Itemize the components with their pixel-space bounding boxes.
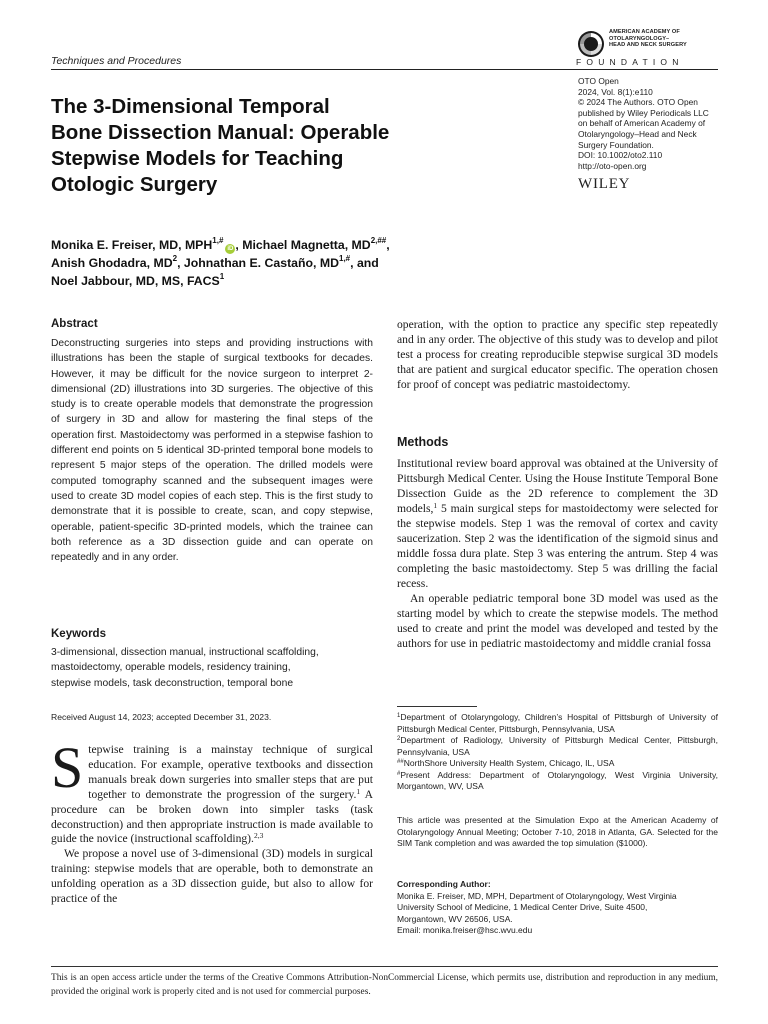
author-ghodadra: Anish Ghodadra, MD: [51, 256, 173, 270]
methods-heading: Methods: [397, 435, 449, 449]
author-list: Monika E. Freiser, MD, $MPH^{1,\#}iD$ , Michael Magnetta, $MD^{2,\#\#}$, Anish Ghodadra, $MD^2$, Johnathan E. Castaño, $MD^{1,\#}$, and Noel Jabbour, MD, MS, FACS$^1$: [51, 236, 390, 288]
corresponding-author: Corresponding Author: Monika E. Freiser, MD, MPH, Department of Otolaryngology, West Virginia University School of Medicine, 1 Medical Center Drive, Suite 4500, Morgantown, WV 26506, USA. Email: monika.freiser@hsc.wvu.edu: [397, 879, 718, 937]
doi-link[interactable]: DOI: 10.1002/oto2.110: [578, 150, 663, 161]
logo-foundation: FOUNDATION: [576, 57, 684, 67]
author-freiser: Monika E. Freiser, MD, MPH: [51, 238, 213, 252]
section-label: Techniques and Procedures: [51, 55, 182, 67]
logo-text: AMERICAN ACADEMY OF OTOLARYNGOLOGY– HEAD AND NECK SURGERY: [609, 29, 687, 49]
keywords-list: 3-dimensional, dissection manual, instructional scaffolding, mastoidectomy, operable models, residency training, stepwise models, task deconstruction, temporal bone: [51, 647, 319, 689]
citation-ref[interactable]: 1: [356, 786, 361, 796]
footnote-rule: [397, 706, 477, 707]
orcid-icon[interactable]: iD: [227, 246, 234, 252]
journal-info: OTO Open 2024, Vol. 8(1):e110 © 2024 The Authors. OTO Open published by Wiley Periodicals LLC on behalf of American Academy of Otolaryngology–Head and Neck Surgery Foundation. DOI: 10.1002/oto2.110 http://oto-open.org: [578, 76, 718, 171]
citation-ref[interactable]: 2,3: [253, 831, 264, 841]
license-text: This is an open access article under the terms of the Creative Commons Attribution-NonCommercial License, which permits use, distribution and reproduction in any medium, provided the original work is properly cited and is not used for commercial purposes.: [51, 973, 718, 997]
author-email-link[interactable]: Email: monika.freiser@hsc.wvu.edu: [397, 925, 533, 935]
wiley-logo: WILEY: [578, 176, 631, 192]
journal-copyright: © 2024 The Authors. OTO Open: [578, 97, 698, 108]
keywords-heading: Keywords: [51, 628, 106, 640]
author-jabbour: Noel Jabbour, MD, MS, FACS: [51, 274, 220, 288]
presentation-note: This article was presented at the Simulation Expo at the American Academy of Otolaryngology Annual Meeting; October 7-10, 2018 in Atlanta, GA. Selected for the SIM Tank completion and was awarded the top simulation ($1000).: [397, 815, 718, 848]
drop-cap: S: [51, 735, 84, 800]
intro-paragraph-2: We propose a novel use of 3-dimensional (3D) models in surgical training: stepwise models that are operable, both to demonstrate an unfolding operation as a 3D dissection guide, but also to allow for practice of the: [51, 847, 373, 906]
publisher-logo: [576, 27, 718, 69]
journal-volume: 2024, Vol. 8(1):e110: [578, 86, 653, 97]
abstract-text: Deconstructing surgeries into steps and providing instructions with illustrations has been the staple of surgical textbooks for decades. However, it may be difficult for the novice surgeon to interpret 2-dimensional (2D) illustrations into 3D surgeries. The objective of this study is to create operable models that demonstrate the progression of surgery in 3D and allow for mastering the final steps of the operation first. Mastoidectomy was performed in a stepwise fashion to different end points on 5 identical 3D-printed temporal bone models to represent 5 major steps of the operation. The drilled models were computed tomography scanned and the subsequent images were used to create 3D model copies of each step. This is the first study to demonstrate that it is possible to create, scan, and copy stepwise, operable, patient-specific 3D-printed models, which the trainee can both reference as a 3D dissection guide and can operate on repeatedly and in any order.: [51, 338, 373, 564]
journal-name: OTO Open: [578, 76, 619, 86]
aao-hns-swirl-logo-icon: [576, 29, 606, 59]
citation-ref[interactable]: 1: [433, 501, 438, 510]
author-magnetta: , Michael Magnetta, MD: [235, 238, 371, 252]
header-rule: [51, 69, 718, 70]
article-title: The 3-Dimensional Temporal Bone Dissection Manual: Operable Stepwise Models for Teaching Otologic Surgery: [51, 95, 390, 196]
abstract-heading: Abstract: [51, 318, 98, 330]
received-dates: Received August 14, 2023; accepted December 31, 2023.: [51, 712, 272, 722]
author-castano: , Johnathan E. Castaño, MD: [177, 256, 339, 270]
abstract-continued-text: operation, with the option to practice any specific step repeatedly and in any order. The objective of this study was to develop and pilot test a process for creating reproducible stepwise surgical 3D models that are patient and surgical educator specific. The operation chosen for proof of concept was pediatric mastoidectomy.: [397, 318, 718, 391]
methods-text: Institutional review board approval was obtained at the University of Pittsburgh Medical Center. Using the House Institute Temporal Bone Dissection Guide as the 2D reference to complement the 3D models,$^1$ 5 main surgical steps for mastoidectomy were selected for the stepwise models. Step 1 was the removal of cortex and cavity saucerization. Step 2 was the identification of the sigmoid sinus and middle fossa dura plate. Step 3 was entering the antrum. Step 4 was completing the basic mastoidectomy. Step 5 was drilling the facial recess. An operable pediatric temporal bone 3D model was used as the starting model by which to create the stepwise models. The method used to create and print the model was developed and tested by the authors for use in pediatric mastoidectomy and middle cranial fossa: [397, 457, 718, 650]
affiliations: $^1$Department of Otolaryngology, Children’s Hospital of Pittsburgh of University of Pittsburgh Medical Center, Pittsburgh, Pennsylvania, USA $^2$Department of Radiology, University of Pittsburgh Medical Center, Pittsburgh, Pennsylvania, USA ##NorthShore University Health System, Chicago, IL, USA #Present Address: Department of Otolaryngology, West Virginia University, Morgantown, WV, USA: [397, 712, 718, 791]
footer-rule: [51, 966, 718, 967]
corresponding-author-heading: Corresponding Author:: [397, 879, 491, 889]
journal-url-link[interactable]: http://oto-open.org: [578, 160, 647, 171]
introduction-text: Stepwise training is a mainstay technique of surgical education. For example, operative textbooks and dissection manuals break down surgeries into smaller steps that are put together to demonstrate the progression of the surgery.$^1$ A procedure can be broken down into simpler tasks (task deconstruction) and then appropriate instruction is made available to guide the novice (instructional scaffolding).$^{2,3}$ We propose a novel use of 3-dimensional (3D) models in surgical training: stepwise models that are operable, both to demonstrate an unfolding operation as a 3D dissection guide, but also to allow for practice of the: [51, 735, 373, 906]
